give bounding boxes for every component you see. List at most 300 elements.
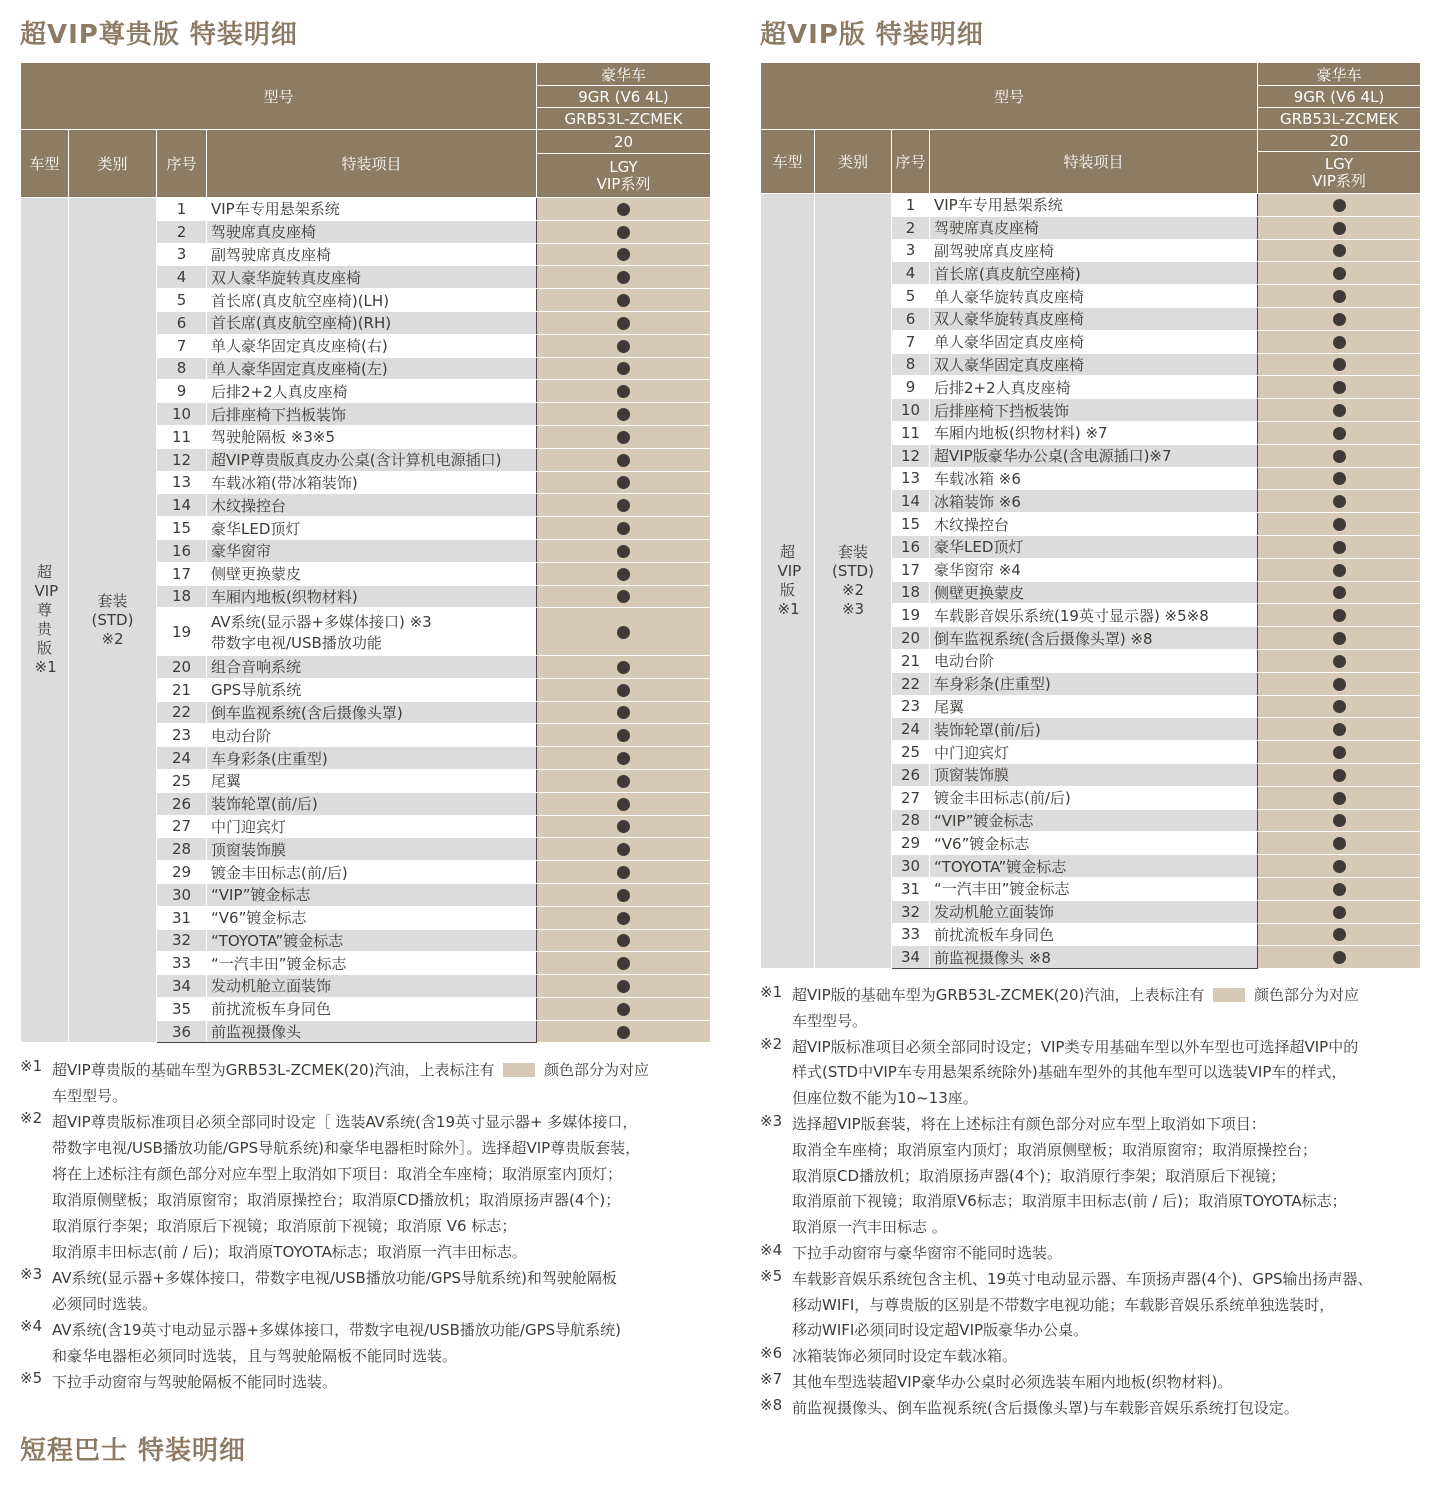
feature-line: “TOYOTA”镀金标志 — [211, 931, 344, 950]
item-feature — [207, 357, 537, 380]
item-number: 23 — [892, 695, 930, 718]
feature-line: 双人豪华固定真皮座椅 — [934, 355, 1085, 374]
feature-line: 装饰轮罩(前/后) — [934, 720, 1041, 739]
standard-dot-icon — [1333, 746, 1346, 759]
item-feature — [930, 558, 1258, 581]
item-number: 14 — [157, 494, 207, 517]
item-availability — [1258, 285, 1421, 308]
item-number: 12 — [892, 444, 930, 467]
model-label: 型号 — [21, 63, 537, 130]
standard-dot-icon — [1333, 495, 1346, 508]
standard-dot-icon — [1333, 404, 1346, 417]
item-availability — [1258, 877, 1421, 900]
variant-model-code: GRB53L-ZCMEK — [537, 108, 711, 130]
feature-line: 木纹操控台 — [934, 515, 1010, 534]
standard-dot-icon — [1333, 609, 1346, 622]
standard-dot-icon — [617, 889, 630, 902]
footnote-line: 取消原侧壁板；取消原窗帘；取消原操控台；取消原CD播放机；取消原扬声器(4个)； — [52, 1191, 621, 1210]
item-number: 24 — [157, 747, 207, 770]
footnote-line — [52, 1057, 710, 1083]
item-number: 9 — [892, 376, 930, 399]
item-feature — [930, 353, 1258, 376]
item-number: 28 — [892, 809, 930, 832]
standard-dot-icon — [1333, 427, 1346, 440]
standard-dot-icon — [617, 499, 630, 512]
standard-dot-icon — [617, 1003, 630, 1016]
item-feature — [207, 448, 537, 471]
feature-line: 顶窗装饰膜 — [934, 766, 1010, 785]
table-row — [761, 194, 1421, 217]
footnote-mark: ※1 — [760, 983, 783, 1002]
standard-dot-icon — [617, 752, 630, 765]
item-feature — [930, 763, 1258, 786]
feature-line: 后排2+2人真皮座椅 — [934, 378, 1071, 397]
item-availability — [1258, 490, 1421, 513]
footnote-body — [52, 1265, 710, 1317]
item-number: 26 — [157, 792, 207, 815]
spec-table — [20, 62, 711, 1043]
item-feature — [207, 747, 537, 770]
footnote-line: 下拉手动窗帘与豪华窗帘不能同时选装。 — [792, 1244, 1063, 1263]
item-number: 10 — [157, 403, 207, 426]
footnote-mark: ※3 — [20, 1265, 43, 1284]
item-availability — [1258, 330, 1421, 353]
item-feature — [930, 535, 1258, 558]
footnote-line: 超VIP版标准项目必须全部同时设定；VIP类专用基础车型以外车型也可选择超VIP中的 — [792, 1037, 1359, 1056]
feature-line: 车载冰箱(带冰箱装饰) — [211, 473, 358, 492]
footnote-text: 超VIP版的基础车型为GRB53L-ZCMEK(20)汽油，上表标注有 — [792, 986, 1210, 1005]
item-availability — [537, 517, 711, 540]
item-number: 4 — [892, 262, 930, 285]
standard-dot-icon — [1333, 769, 1346, 782]
item-number: 34 — [157, 975, 207, 998]
variant-engine: 9GR (V6 4L) — [537, 86, 711, 108]
standard-dot-icon — [617, 248, 630, 261]
standard-dot-icon — [617, 729, 630, 742]
feature-line: 侧壁更换蒙皮 — [211, 565, 302, 584]
item-availability — [537, 585, 711, 608]
item-feature — [930, 444, 1258, 467]
item-feature — [930, 946, 1258, 969]
item-availability — [1258, 923, 1421, 946]
standard-dot-icon — [1333, 358, 1346, 371]
item-number: 4 — [157, 266, 207, 289]
feature-line: 驾驶席真皮座椅 — [211, 223, 317, 242]
column-header-car-type: 车型 — [761, 130, 815, 194]
footnote — [760, 1035, 1420, 1112]
category-line: (STD) — [91, 610, 134, 629]
header-row — [21, 63, 711, 86]
item-availability — [1258, 558, 1421, 581]
item-number: 32 — [892, 900, 930, 923]
item-feature — [207, 655, 537, 678]
item-number: 8 — [892, 353, 930, 376]
feature-line: 中门迎宾灯 — [211, 817, 287, 836]
item-availability — [1258, 718, 1421, 741]
item-number: 15 — [892, 513, 930, 536]
item-number: 20 — [892, 627, 930, 650]
footnote-line: 取消原一汽丰田标志 。 — [792, 1218, 947, 1237]
item-number: 8 — [157, 357, 207, 380]
item-availability — [1258, 216, 1421, 239]
standard-dot-icon — [1333, 792, 1346, 805]
item-feature — [207, 769, 537, 792]
item-feature — [207, 266, 537, 289]
item-feature — [930, 216, 1258, 239]
item-feature — [930, 330, 1258, 353]
footnote — [760, 1241, 1420, 1267]
feature-line: AV系统(显示器+多媒体接口) ※3 — [211, 612, 432, 631]
feature-line: 冰箱装饰 ※6 — [934, 492, 1021, 511]
item-number: 29 — [157, 861, 207, 884]
feature-line: 发动机舱立面装饰 — [211, 977, 332, 996]
standard-dot-icon — [617, 866, 630, 879]
item-feature — [930, 809, 1258, 832]
grade-cell — [1258, 152, 1421, 194]
item-feature — [207, 494, 537, 517]
feature-line: “一汽丰田”镀金标志 — [934, 880, 1070, 899]
variant-seats: 20 — [1258, 130, 1421, 152]
category-line: ※2 — [101, 629, 124, 648]
item-availability — [537, 655, 711, 678]
footnote-body — [792, 1370, 1420, 1396]
standard-dot-icon — [1333, 814, 1346, 827]
standard-dot-icon — [617, 454, 630, 467]
item-feature — [930, 467, 1258, 490]
feature-line: 倒车监视系统(含后摄像头罩) — [211, 703, 403, 722]
footnote-line: 其他车型选装超VIP豪华办公桌时必须选装车厢内地板(织物材料)。 — [792, 1373, 1233, 1392]
column-header-number: 序号 — [157, 130, 207, 198]
footnote — [760, 1344, 1420, 1370]
item-availability — [537, 906, 711, 929]
item-availability — [537, 861, 711, 884]
item-availability — [537, 929, 711, 952]
footnote-line: 冰箱装饰必须同时设定车载冰箱。 — [792, 1347, 1018, 1366]
feature-line: 豪华LED顶灯 — [211, 519, 301, 538]
standard-dot-icon — [617, 226, 630, 239]
feature-line: GPS导航系统 — [211, 681, 302, 700]
variant-model-code: GRB53L-ZCMEK — [1258, 108, 1421, 130]
item-number: 25 — [157, 769, 207, 792]
footnote-line: 前监视摄像头、倒车监视系统(含后摄像头罩)与车载影音娱乐系统打包设定。 — [792, 1398, 1299, 1417]
item-availability — [1258, 467, 1421, 490]
item-availability — [1258, 604, 1421, 627]
car-type-label: 超VIP尊贵版※1 — [34, 563, 59, 677]
item-feature — [930, 285, 1258, 308]
feature-line: VIP车专用悬架系统 — [934, 196, 1063, 215]
footnote-line: 但座位数不能为10~13座。 — [792, 1089, 978, 1108]
footnote-mark: ※4 — [20, 1317, 43, 1336]
item-number: 11 — [157, 425, 207, 448]
item-feature — [930, 399, 1258, 422]
item-feature — [207, 380, 537, 403]
item-feature — [207, 608, 537, 656]
column-header-number: 序号 — [892, 130, 930, 194]
item-availability — [1258, 399, 1421, 422]
feature-line: 镀金丰田标志(前/后) — [211, 863, 348, 882]
variant-engine: 9GR (V6 4L) — [1258, 86, 1421, 108]
footnote-line: AV系统(含19英寸电动显示器+多媒体接口，带数字电视/USB播放功能/GPS导航系统) — [52, 1321, 622, 1340]
feature-line: 木纹操控台 — [211, 496, 287, 515]
item-availability — [537, 289, 711, 312]
item-availability — [1258, 672, 1421, 695]
item-feature — [207, 311, 537, 334]
standard-dot-icon — [617, 317, 630, 330]
standard-dot-icon — [617, 934, 630, 947]
item-availability — [537, 1020, 711, 1043]
item-availability — [1258, 421, 1421, 444]
item-availability — [1258, 832, 1421, 855]
item-feature — [207, 861, 537, 884]
standard-dot-icon — [617, 568, 630, 581]
footnote-line: 取消全车座椅；取消原室内顶灯；取消原侧壁板；取消原窗帘；取消原操控台； — [792, 1140, 1318, 1159]
column-header-feature: 特装项目 — [930, 130, 1258, 194]
item-availability — [537, 198, 711, 221]
item-feature — [207, 289, 537, 312]
column-header-car-type: 车型 — [21, 130, 69, 198]
item-number: 17 — [157, 562, 207, 585]
category-cell — [815, 194, 892, 969]
standard-dot-icon — [617, 590, 630, 603]
feature-line: 豪华LED顶灯 — [934, 538, 1024, 557]
item-availability — [1258, 513, 1421, 536]
feature-line: 前监视摄像头 ※8 — [934, 948, 1051, 967]
item-number: 34 — [892, 946, 930, 969]
standard-dot-icon — [617, 294, 630, 307]
item-number: 22 — [157, 701, 207, 724]
item-availability — [537, 975, 711, 998]
footnote-body — [792, 1396, 1420, 1422]
item-availability — [1258, 946, 1421, 969]
item-availability — [1258, 581, 1421, 604]
standard-dot-icon — [1333, 199, 1346, 212]
item-number: 1 — [157, 198, 207, 221]
item-number: 24 — [892, 718, 930, 741]
item-feature — [207, 929, 537, 952]
standard-dot-icon — [1333, 518, 1346, 531]
category-cell — [69, 198, 157, 1043]
category-line: 套装 — [837, 543, 868, 562]
item-number: 13 — [892, 467, 930, 490]
footnote-mark: ※8 — [760, 1395, 783, 1414]
feature-line: 前扰流板车身同色 — [934, 925, 1055, 944]
feature-line: 首长席(真皮航空座椅) — [934, 264, 1081, 283]
item-feature — [207, 198, 537, 221]
item-availability — [537, 266, 711, 289]
item-feature — [207, 220, 537, 243]
item-feature — [930, 672, 1258, 695]
item-availability — [537, 838, 711, 861]
footnote-line: 车型型号。 — [792, 1011, 868, 1030]
item-number: 21 — [157, 678, 207, 701]
category-line: 套装 — [97, 591, 128, 610]
item-number: 7 — [157, 334, 207, 357]
standard-dot-icon — [617, 684, 630, 697]
item-feature — [930, 376, 1258, 399]
item-feature — [207, 701, 537, 724]
footnote — [760, 1112, 1420, 1241]
item-feature — [930, 421, 1258, 444]
item-feature — [930, 923, 1258, 946]
item-feature — [930, 900, 1258, 923]
footnote-body — [792, 983, 1420, 1035]
item-feature — [930, 307, 1258, 330]
feature-line: “VIP”镀金标志 — [934, 811, 1034, 830]
item-availability — [537, 883, 711, 906]
feature-line: VIP车专用悬架系统 — [211, 200, 340, 219]
item-availability — [537, 494, 711, 517]
footnote — [20, 1317, 710, 1369]
grade-code: LGY — [609, 158, 638, 176]
footnote-line: 车载影音娱乐系统包含主机、19英寸电动显示器、车顶扬声器(4个)、GPS输出扬声器、 — [792, 1269, 1373, 1288]
footnotes — [20, 1057, 710, 1395]
standard-dot-icon — [1333, 678, 1346, 691]
footnote — [760, 983, 1420, 1035]
item-availability — [537, 678, 711, 701]
feature-line: 双人豪华旋转真皮座椅 — [211, 268, 362, 287]
item-number: 30 — [892, 855, 930, 878]
column-header-category: 类别 — [69, 130, 157, 198]
footnote — [760, 1396, 1420, 1422]
item-number: 25 — [892, 741, 930, 764]
footnote-line: 带数字电视/USB播放功能/GPS导航系统)和豪华电器柜时除外］。选择超VIP尊贵版套装， — [52, 1139, 641, 1158]
item-number: 5 — [157, 289, 207, 312]
item-availability — [1258, 376, 1421, 399]
standard-dot-icon — [617, 545, 630, 558]
item-availability — [1258, 194, 1421, 217]
item-number: 27 — [157, 815, 207, 838]
item-availability — [1258, 786, 1421, 809]
feature-line: 尾翼 — [211, 772, 242, 791]
footnote-line: 下拉手动窗帘与驾驶舱隔板不能同时选装。 — [52, 1373, 338, 1392]
item-availability — [1258, 353, 1421, 376]
footnote-line: 样式(STD中VIP车专用悬架系统除外)基础车型外的其他车型可以选装VIP车的样式， — [792, 1063, 1347, 1082]
item-feature — [930, 855, 1258, 878]
grade-series: VIP系列 — [1312, 171, 1366, 190]
item-feature — [207, 906, 537, 929]
item-feature — [207, 471, 537, 494]
footnote-mark: ※4 — [760, 1241, 783, 1260]
footnote-mark: ※5 — [760, 1266, 783, 1285]
item-feature — [207, 792, 537, 815]
item-feature — [930, 786, 1258, 809]
item-availability — [537, 380, 711, 403]
item-feature — [207, 724, 537, 747]
feature-line: 双人豪华旋转真皮座椅 — [934, 310, 1085, 329]
standard-dot-icon — [1333, 860, 1346, 873]
standard-dot-icon — [617, 798, 630, 811]
feature-line: 带数字电视/USB播放功能 — [211, 633, 382, 652]
footnote-text: 颜色部分为对应 — [539, 1061, 650, 1080]
item-number: 15 — [157, 517, 207, 540]
standard-dot-icon — [617, 431, 630, 444]
standard-dot-icon — [1333, 541, 1346, 554]
feature-line: 豪华窗帘 — [211, 542, 272, 561]
feature-line: 豪华窗帘 ※4 — [934, 561, 1021, 580]
item-availability — [1258, 649, 1421, 672]
category-line: (STD) — [832, 562, 874, 581]
standard-dot-icon — [1333, 336, 1346, 349]
footnote-line: 将在上述标注有颜色部分对应车型上取消如下项目：取消全车座椅；取消原室内顶灯； — [52, 1165, 623, 1184]
item-availability — [1258, 741, 1421, 764]
footnote-body — [792, 1267, 1420, 1344]
item-number: 29 — [892, 832, 930, 855]
standard-dot-icon — [617, 203, 630, 216]
footnote — [760, 1267, 1420, 1344]
footnote-line: 移动WIFI必须同时设定超VIP版豪华办公桌。 — [792, 1321, 1089, 1340]
standard-dot-icon — [617, 843, 630, 856]
feature-line: 车身彩条(庄重型) — [211, 749, 328, 768]
feature-line: “V6”镀金标志 — [211, 909, 307, 928]
item-number: 6 — [892, 307, 930, 330]
car-type-label: 超VIP版※1 — [777, 543, 802, 619]
item-number: 18 — [157, 585, 207, 608]
item-feature — [207, 838, 537, 861]
standard-dot-icon — [617, 626, 630, 639]
standard-dot-icon — [617, 706, 630, 719]
item-availability — [537, 471, 711, 494]
standard-dot-icon — [617, 271, 630, 284]
item-availability — [1258, 900, 1421, 923]
item-availability — [537, 311, 711, 334]
feature-line: 顶窗装饰膜 — [211, 840, 287, 859]
standard-dot-icon — [617, 912, 630, 925]
item-number: 22 — [892, 672, 930, 695]
footnote-body — [52, 1317, 710, 1369]
section-title: 超VIP尊贵版 特装明细 — [20, 20, 298, 50]
variant-seats: 20 — [537, 130, 711, 154]
item-availability — [537, 425, 711, 448]
table-row — [21, 198, 711, 221]
feature-line: 电动台阶 — [934, 652, 995, 671]
footnote-text: 超VIP尊贵版的基础车型为GRB53L-ZCMEK(20)汽油，上表标注有 — [52, 1061, 500, 1080]
item-number: 12 — [157, 448, 207, 471]
feature-line: 副驾驶席真皮座椅 — [211, 245, 332, 264]
footnote-line: 取消原前下视镜；取消原V6标志；取消原丰田标志(前 / 后)；取消原TOYOTA标志； — [792, 1192, 1347, 1211]
item-feature — [930, 695, 1258, 718]
feature-line: “VIP”镀金标志 — [211, 886, 311, 905]
item-availability — [1258, 239, 1421, 262]
standard-dot-icon — [1333, 222, 1346, 235]
standard-dot-icon — [1333, 381, 1346, 394]
item-feature — [207, 585, 537, 608]
feature-line: 首长席(真皮航空座椅)(LH) — [211, 291, 390, 310]
standard-dot-icon — [1333, 290, 1346, 303]
standard-dot-icon — [617, 385, 630, 398]
standard-dot-icon — [617, 661, 630, 674]
feature-line: 车身彩条(庄重型) — [934, 675, 1051, 694]
standard-dot-icon — [1333, 472, 1346, 485]
item-number: 21 — [892, 649, 930, 672]
item-number: 11 — [892, 421, 930, 444]
feature-line: “V6”镀金标志 — [934, 834, 1030, 853]
item-availability — [537, 539, 711, 562]
item-availability — [537, 334, 711, 357]
standard-dot-icon — [1333, 906, 1346, 919]
item-number: 36 — [157, 1020, 207, 1043]
feature-line: “一汽丰田”镀金标志 — [211, 954, 347, 973]
item-feature — [207, 517, 537, 540]
spec-table — [760, 62, 1421, 969]
footnote — [20, 1265, 710, 1317]
feature-line: 发动机舱立面装饰 — [934, 903, 1055, 922]
footnote-mark: ※1 — [20, 1057, 43, 1076]
feature-line: 驾驶舱隔板 ※3※5 — [211, 428, 335, 447]
footnote-line: 取消原行李架；取消原后下视镜；取消原前下视镜；取消原 V6 标志； — [52, 1217, 517, 1236]
item-feature — [207, 403, 537, 426]
item-number: 2 — [157, 220, 207, 243]
feature-line: 单人豪华旋转真皮座椅 — [934, 287, 1085, 306]
